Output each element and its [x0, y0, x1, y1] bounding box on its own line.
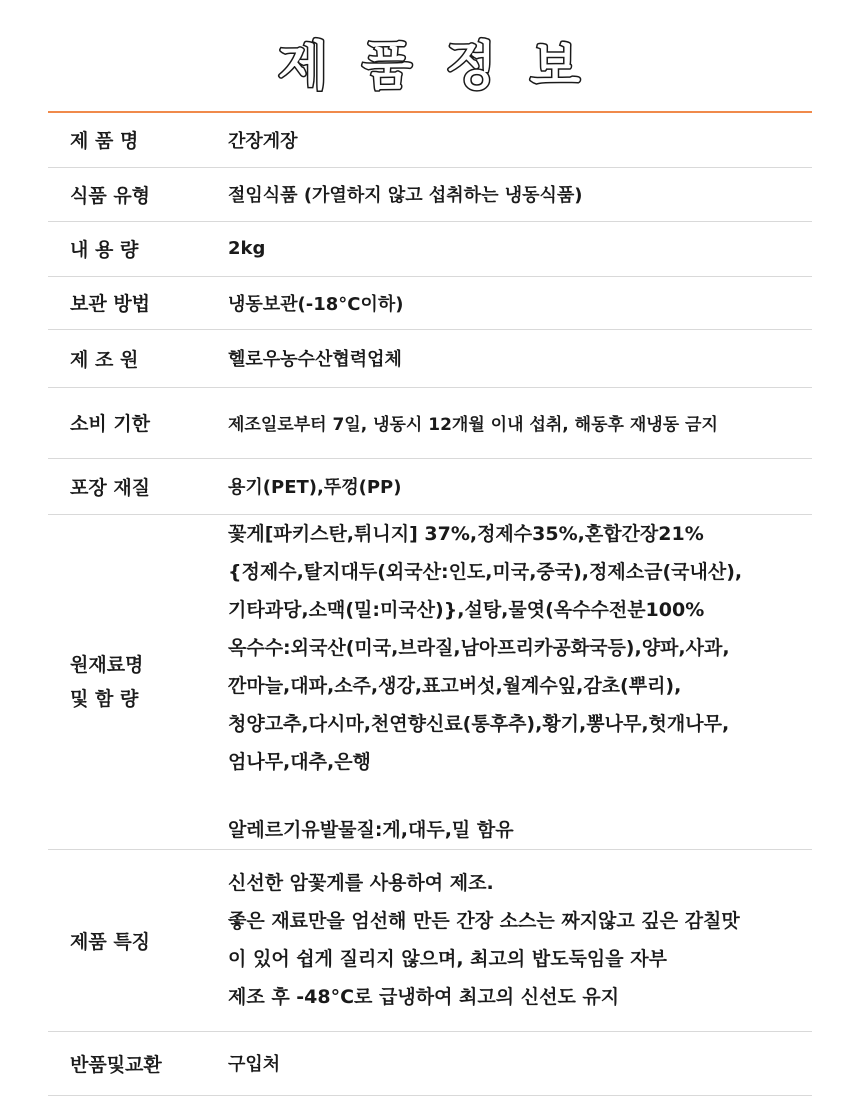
title-graphic: [265, 28, 595, 98]
row-product-name: [48, 113, 812, 167]
row-packaging: [48, 458, 812, 514]
row-storage: [48, 276, 812, 329]
value-expiry: 제조일로부터 7일, 냉동시 12개월 이내 섭취, 해동후 재냉동 금지: [220, 387, 812, 458]
row-manufacturer: [48, 329, 812, 387]
label-features: 제품 특징: [48, 849, 220, 1031]
title-char-1: 제: [277, 37, 329, 97]
label-returns: 반품및교환: [48, 1031, 220, 1095]
label-storage: 보관 방법: [48, 276, 220, 329]
label-ingredients-line1: 원재료명: [70, 653, 144, 676]
row-returns: [48, 1031, 812, 1095]
title-char-3: 정: [445, 37, 497, 97]
row-ingredients: [48, 514, 812, 849]
ingredients-line: {정제수,탈지대두(외국산:인도,미국,중국),정제소금(국내산),: [228, 560, 743, 583]
label-packaging: 포장 재질: [48, 458, 220, 514]
title-char-4: 보: [529, 37, 581, 97]
label-ingredients-line2: 및 함 량: [70, 687, 139, 710]
label-manufacturer: 제 조 원: [48, 329, 220, 387]
row-volume: [48, 221, 812, 276]
row-food-type: [48, 167, 812, 221]
value-ingredients: [220, 514, 812, 849]
ingredients-line: 꽃게[파키스탄,튀니지] 37%,정제수35%,혼합간장21%: [228, 522, 704, 545]
value-returns: 구입처: [220, 1031, 812, 1095]
page-title: [0, 28, 860, 98]
value-product-name: 간장게장: [220, 113, 812, 167]
value-features: [220, 849, 812, 1031]
row-features: [48, 849, 812, 1031]
ingredients-line: 청양고추,다시마,천연향신료(통후추),황기,뽕나무,헛개나무,: [228, 712, 730, 735]
ingredients-line: 기타과당,소맥(밀:미국산)},설탕,물엿(옥수수전분100%: [228, 598, 705, 621]
product-info-table: [48, 113, 812, 1096]
value-manufacturer: 헬로우농수산협력업체: [220, 329, 812, 387]
value-food-type: 절임식품 (가열하지 않고 섭취하는 냉동식품): [220, 167, 812, 221]
allergen-info: 알레르기유발물질:게,대두,밀 함유: [228, 818, 514, 841]
features-line: 제조 후 -48°C로 급냉하여 최고의 신선도 유지: [228, 986, 620, 1008]
ingredients-line: 엄나무,대추,은행: [228, 750, 371, 773]
label-volume: 내 용 량: [48, 221, 220, 276]
value-volume: 2kg: [220, 221, 812, 276]
ingredients-line: 깐마늘,대파,소주,생강,표고버섯,월계수잎,감초(뿌리),: [228, 674, 682, 697]
value-packaging: 용기(PET),뚜껑(PP): [220, 458, 812, 514]
label-expiry: 소비 기한: [48, 387, 220, 458]
label-food-type: 식품 유형: [48, 167, 220, 221]
title-char-2: 품: [361, 37, 413, 97]
label-product-name: 제 품 명: [48, 113, 220, 167]
value-storage: 냉동보관(-18°C이하): [220, 276, 812, 329]
ingredients-spacer: [228, 781, 802, 811]
features-line: 신선한 암꽃게를 사용하여 제조.: [228, 872, 494, 894]
row-expiry: [48, 387, 812, 458]
features-line: 좋은 재료만을 엄선해 만든 간장 소스는 짜지않고 깊은 감칠맛: [228, 910, 740, 932]
ingredients-line: 옥수수:외국산(미국,브라질,남아프리카공화국등),양파,사과,: [228, 636, 730, 659]
label-ingredients: [48, 514, 220, 849]
features-line: 이 있어 쉽게 질리지 않으며, 최고의 밥도둑임을 자부: [228, 948, 667, 970]
